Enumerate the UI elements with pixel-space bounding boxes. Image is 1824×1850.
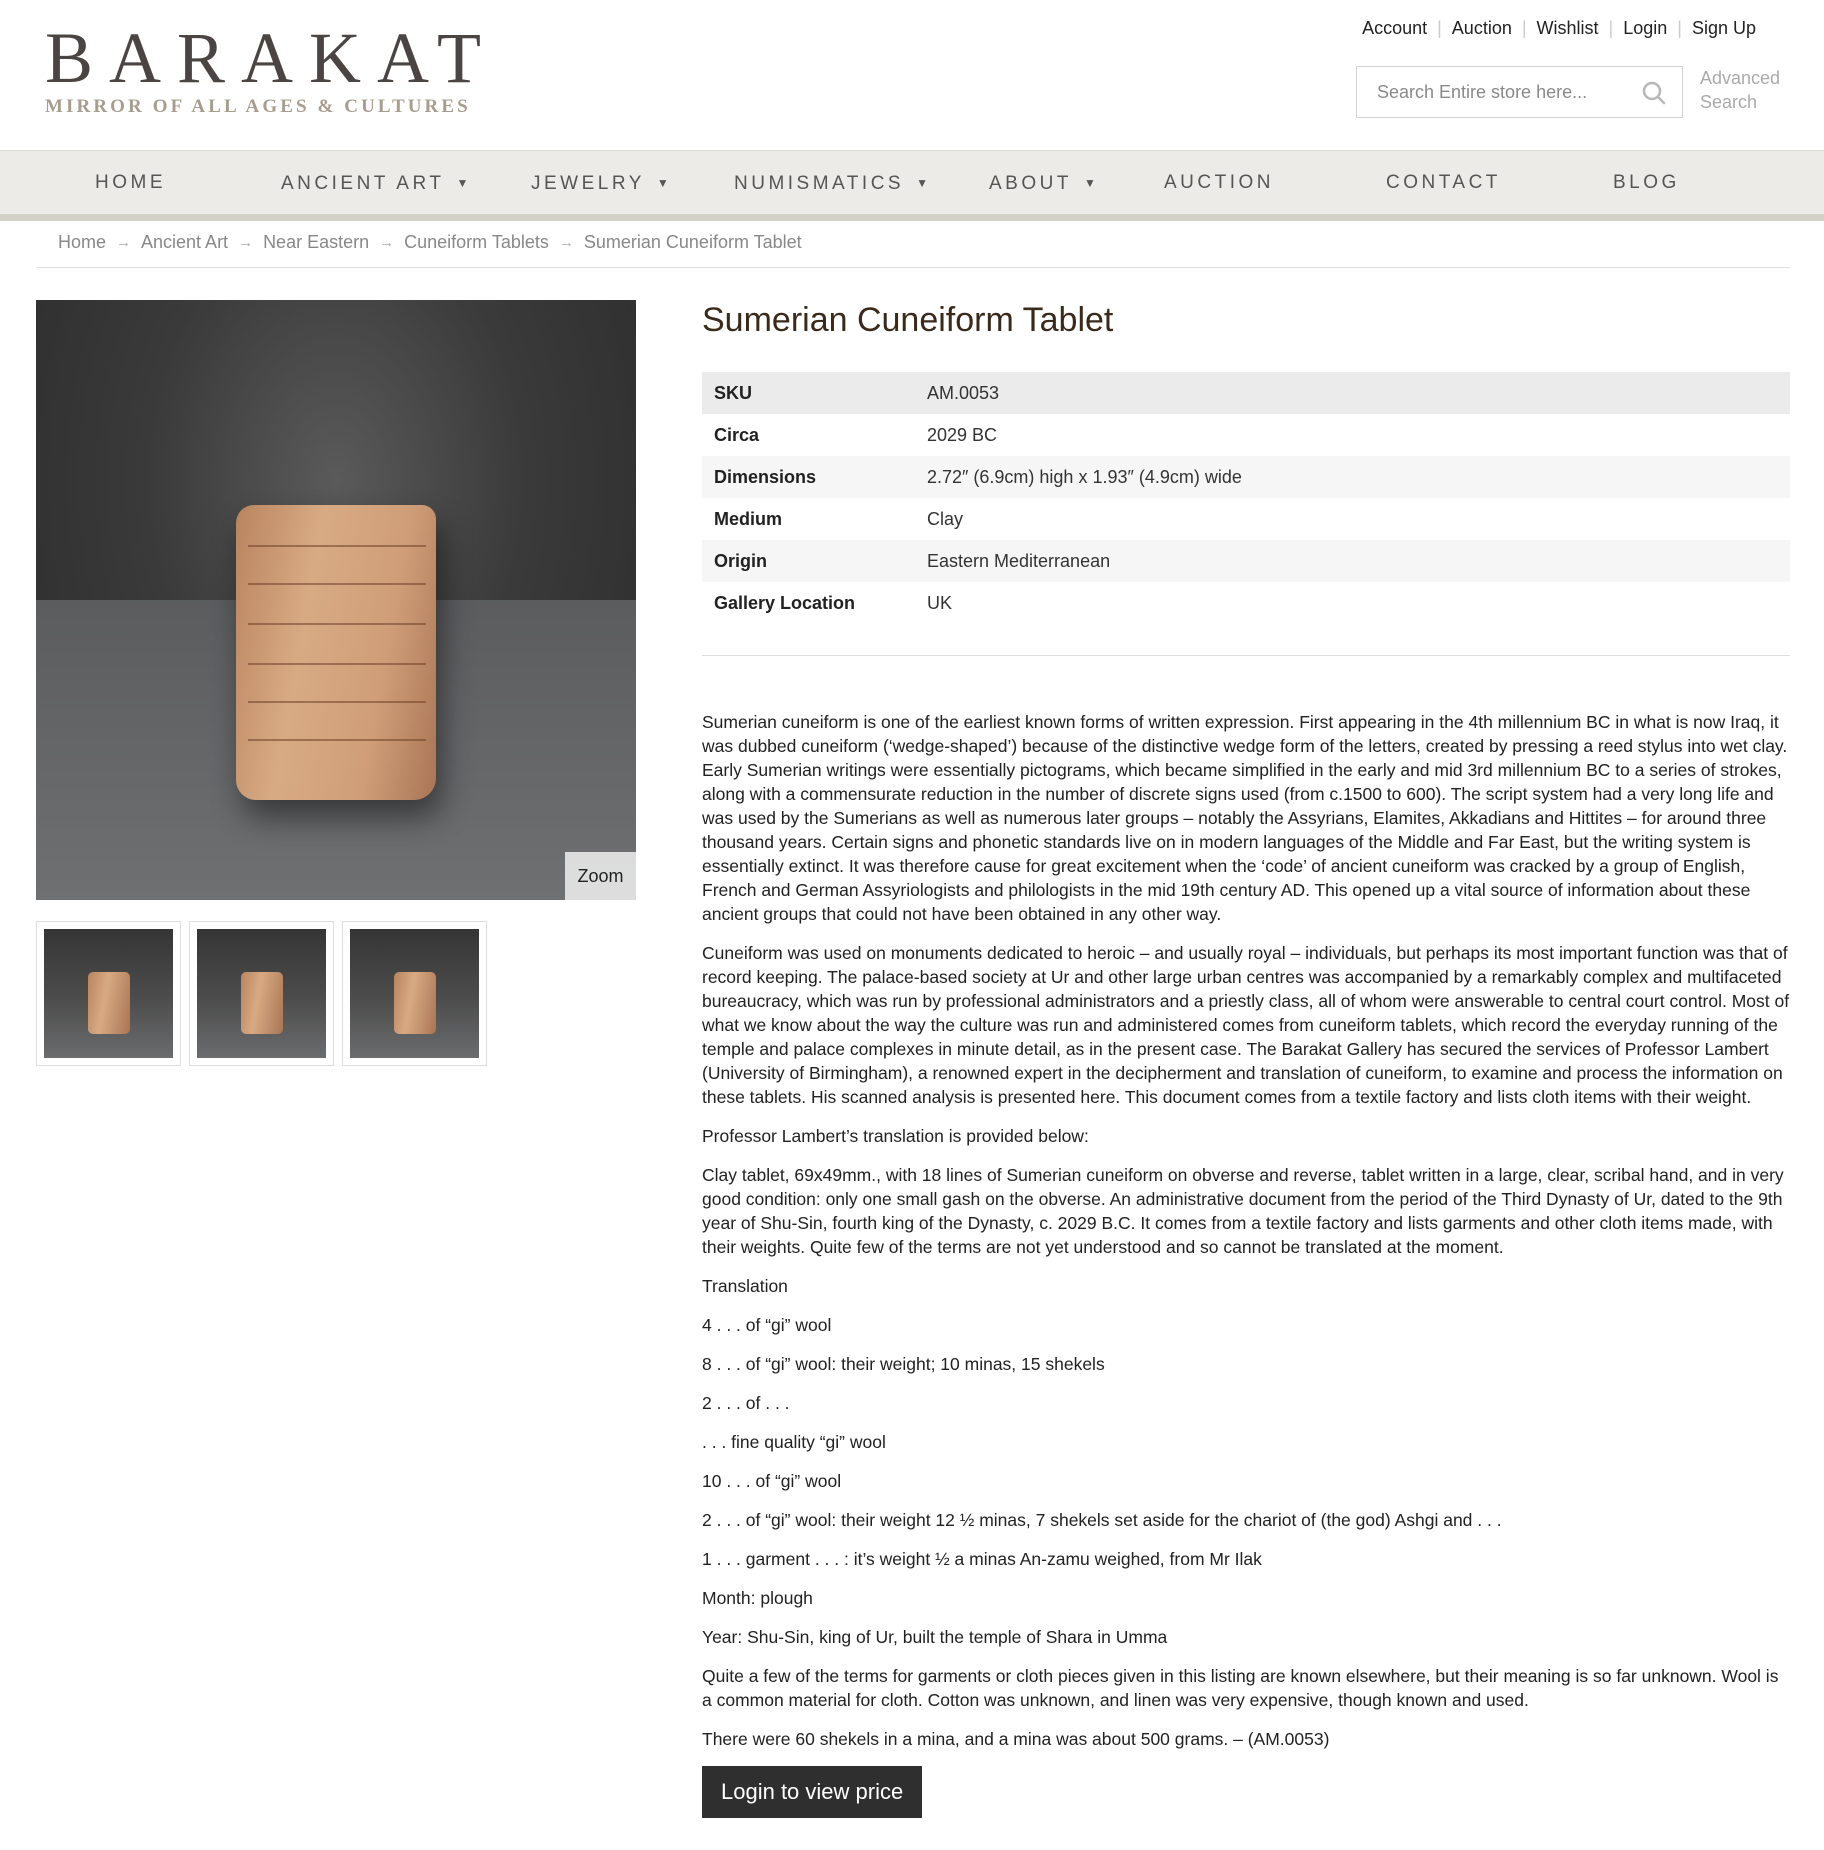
advanced-search-link[interactable] <box>1700 66 1800 114</box>
login-link[interactable]: Login <box>1623 18 1668 38</box>
nav-blog[interactable] <box>1613 151 1680 215</box>
nav-about[interactable] <box>989 151 1096 215</box>
nav-blog-label: BLOG <box>1613 172 1680 193</box>
nav-numismatics-label: NUMISMATICS <box>734 173 905 194</box>
signup-link[interactable]: Sign Up <box>1691 18 1756 38</box>
wishlist-link[interactable]: Wishlist <box>1536 18 1599 38</box>
thumbnail-2[interactable] <box>189 921 334 1066</box>
spec-key: Origin <box>702 540 915 582</box>
nav-underline <box>0 214 1824 221</box>
breadcrumb-current: Sumerian Cuneiform Tablet <box>583 232 802 252</box>
divider: | <box>1437 18 1442 38</box>
site-header <box>0 0 1824 150</box>
search-box <box>1356 66 1683 118</box>
search-icon[interactable] <box>1640 79 1668 107</box>
account-link[interactable]: Account <box>1362 18 1428 38</box>
description-paragraph: Cuneiform was used on monuments dedicated to heroic – and usually royal – individuals, but perhaps its most important function was that of record keeping. The palace-based society at Ur and other large urban centres was accompanied by a remarkably complex and multifaceted bureaucracy, which was run by professional administrators and a priestly class, all of whom were answerable to central court control. Most of what we know about the way the culture was run and administered comes from cuneiform tablets, which record the everyday running of the temple and palace complexes in minute detail, as in the present case. The Barakat Gallery has secured the services of Professor Lambert (University of Birmingham), a renowned expert in the decipherment and translation of cuneiform, to examine and process the information on these tablets. His scanned analysis is presented here. This document comes from a textile factory and lists cloth items with their weight. <box>702 943 1790 1107</box>
spec-row-origin <box>702 540 1790 582</box>
divider: | <box>1521 18 1527 38</box>
search-input[interactable] <box>1375 81 1639 104</box>
translation-line: Month: plough <box>702 1588 813 1608</box>
spec-key: Dimensions <box>702 456 915 498</box>
description-paragraph: Professor Lambert’s translation is provided below: <box>702 1126 1089 1146</box>
chevron-down-icon: ▼ <box>1083 176 1096 190</box>
breadcrumb-cuneiform-tablets[interactable]: Cuneiform Tablets <box>404 232 549 252</box>
divider: | <box>1608 18 1614 38</box>
chevron-down-icon: ▼ <box>656 176 669 190</box>
spec-value: Eastern Mediterranean <box>915 540 1790 582</box>
auction-link[interactable]: Auction <box>1451 18 1512 38</box>
breadcrumb-near-eastern[interactable]: Near Eastern <box>263 232 370 252</box>
description-paragraph: Clay tablet, 69x49mm., with 18 lines of Sumerian cuneiform on obverse and reverse, tablet written in a large, clear, scribal hand, and in very good condition: only one small gash on the obverse. An administrative document from the period of the Third Dynasty of Ur, dated to the 9th year of Shu-Sin, fourth king of the Dynasty, c. 2029 B.C. It comes from a textile factory and lists garments and other cloth items made, with their weights. Quite few of the terms are not yet understood and so cannot be translated at the moment. <box>702 1165 1784 1257</box>
nav-auction[interactable] <box>1164 151 1274 215</box>
product-description <box>702 710 1790 1818</box>
advanced-search-label-1: Advanced <box>1700 68 1781 88</box>
thumbnail-1[interactable] <box>36 921 181 1066</box>
nav-ancient-art[interactable] <box>281 151 468 215</box>
login-to-view-price-button[interactable]: Login to view price <box>702 1766 922 1818</box>
nav-about-label: ABOUT <box>989 173 1072 194</box>
nav-contact[interactable] <box>1386 151 1501 215</box>
translation-line: 2 . . . of . . . <box>702 1393 790 1413</box>
divider: | <box>1677 18 1682 38</box>
zoom-button[interactable]: Zoom <box>565 852 636 900</box>
advanced-search-label-2: Search <box>1700 92 1758 112</box>
logo-title: BARAKAT <box>45 18 498 98</box>
translation-line: Year: Shu-Sin, king of Ur, built the temple of Shara in Umma <box>702 1627 1168 1647</box>
nav-home-label: HOME <box>95 172 166 193</box>
spec-row-gallery-location <box>702 582 1790 624</box>
spec-row-sku <box>702 372 1790 414</box>
translation-line: 10 . . . of “gi” wool <box>702 1471 842 1491</box>
specs-divider <box>702 655 1790 656</box>
translation-line: 4 . . . of “gi” wool <box>702 1315 832 1335</box>
site-logo[interactable] <box>45 18 498 118</box>
logo-tagline: MIRROR OF ALL AGES & CULTURES <box>45 96 471 117</box>
main-nav <box>0 150 1824 214</box>
spec-value: UK <box>927 592 953 613</box>
spec-row-circa <box>702 414 1790 456</box>
nav-jewelry-label: JEWELRY <box>531 173 645 194</box>
breadcrumb <box>58 232 802 253</box>
breadcrumb-divider <box>36 267 1790 268</box>
translation-line: . . . fine quality “gi” wool <box>702 1432 886 1452</box>
product-title: Sumerian Cuneiform Tablet <box>702 301 1114 339</box>
nav-numismatics[interactable] <box>734 151 928 215</box>
description-paragraph: Sumerian cuneiform is one of the earliest known forms of written expression. First appearing in the 4th millennium BC in what is now Iraq, it was dubbed cuneiform (‘wedge-shaped’) because of the distinctive wedge form of the letters, created by pressing a reed stylus into wet clay. Early Sumerian writings were essentially pictograms, which became simplified in the early and mid 3rd millennium BC to a series of strokes, along with a commensurate reduction in the number of discrete signs used (from c.1500 to 600). The script system had a very long life and was used by the Sumerians as well as numerous later groups – notably the Assyrians, Elamites, Akkadians and Hittites – for around three thousand years. Certain signs and phonetic standards live on in modern languages of the Middle and Far East, but the writing system is essentially extinct. It was therefore cause for great excitement when the ‘code’ of ancient cuneiform was cracked by a group of English, French and German Assyriologists and philologists in the mid 19th century AD. This opened up a vital source of information about these ancient groups that could not have been obtained in any other way. <box>702 712 1788 924</box>
nav-jewelry[interactable] <box>531 151 669 215</box>
nav-home[interactable] <box>95 151 166 215</box>
breadcrumb-ancient-art[interactable]: Ancient Art <box>141 232 229 252</box>
top-links <box>1362 18 1756 39</box>
nav-contact-label: CONTACT <box>1386 172 1501 193</box>
thumbnail-3[interactable] <box>342 921 487 1066</box>
arrow-right-icon: → <box>116 234 132 251</box>
spec-row-medium <box>702 498 1790 540</box>
arrow-right-icon: → <box>558 234 574 251</box>
spec-key: SKU <box>702 372 915 414</box>
spec-key: Medium <box>714 508 783 529</box>
translation-line: 2 . . . of “gi” wool: their weight 12 ½ minas, 7 shekels set aside for the chariot of (the god) Ashgi and . . . <box>702 1510 1502 1530</box>
spec-value: 2029 BC <box>927 424 998 445</box>
description-paragraph: There were 60 shekels in a mina, and a mina was about 500 grams. – (AM.0053) <box>702 1729 1330 1749</box>
spec-value: 2.72″ (6.9cm) high x 1.93″ (4.9cm) wide <box>915 456 1790 498</box>
nav-auction-label: AUCTION <box>1164 172 1274 193</box>
translation-line: 1 . . . garment . . . : it’s weight ½ a minas An-zamu weighed, from Mr Ilak <box>702 1549 1262 1569</box>
description-paragraph: Quite a few of the terms for garments or cloth pieces given in this listing are known elsewhere, but their meaning is so far unknown. Wool is a common material for cloth. Cotton was unknown, and linen was very expensive, though known and used. <box>702 1666 1779 1710</box>
spec-key: Gallery Location <box>714 592 856 613</box>
spec-value: AM.0053 <box>915 372 1790 414</box>
nav-ancient-art-label: ANCIENT ART <box>281 173 445 194</box>
translation-heading: Translation <box>702 1276 788 1296</box>
arrow-right-icon: → <box>379 234 395 251</box>
chevron-down-icon: ▼ <box>916 176 928 190</box>
product-main-image[interactable] <box>36 300 636 900</box>
tablet-photo <box>236 505 436 800</box>
spec-value: Clay <box>927 508 964 529</box>
arrow-right-icon: → <box>238 234 254 251</box>
chevron-down-icon: ▼ <box>456 176 469 190</box>
specs-table <box>702 372 1790 624</box>
breadcrumb-home[interactable]: Home <box>58 232 107 252</box>
translation-line: 8 . . . of “gi” wool: their weight; 10 minas, 15 shekels <box>702 1354 1105 1374</box>
spec-row-dimensions <box>702 456 1790 498</box>
spec-key: Circa <box>714 424 760 445</box>
